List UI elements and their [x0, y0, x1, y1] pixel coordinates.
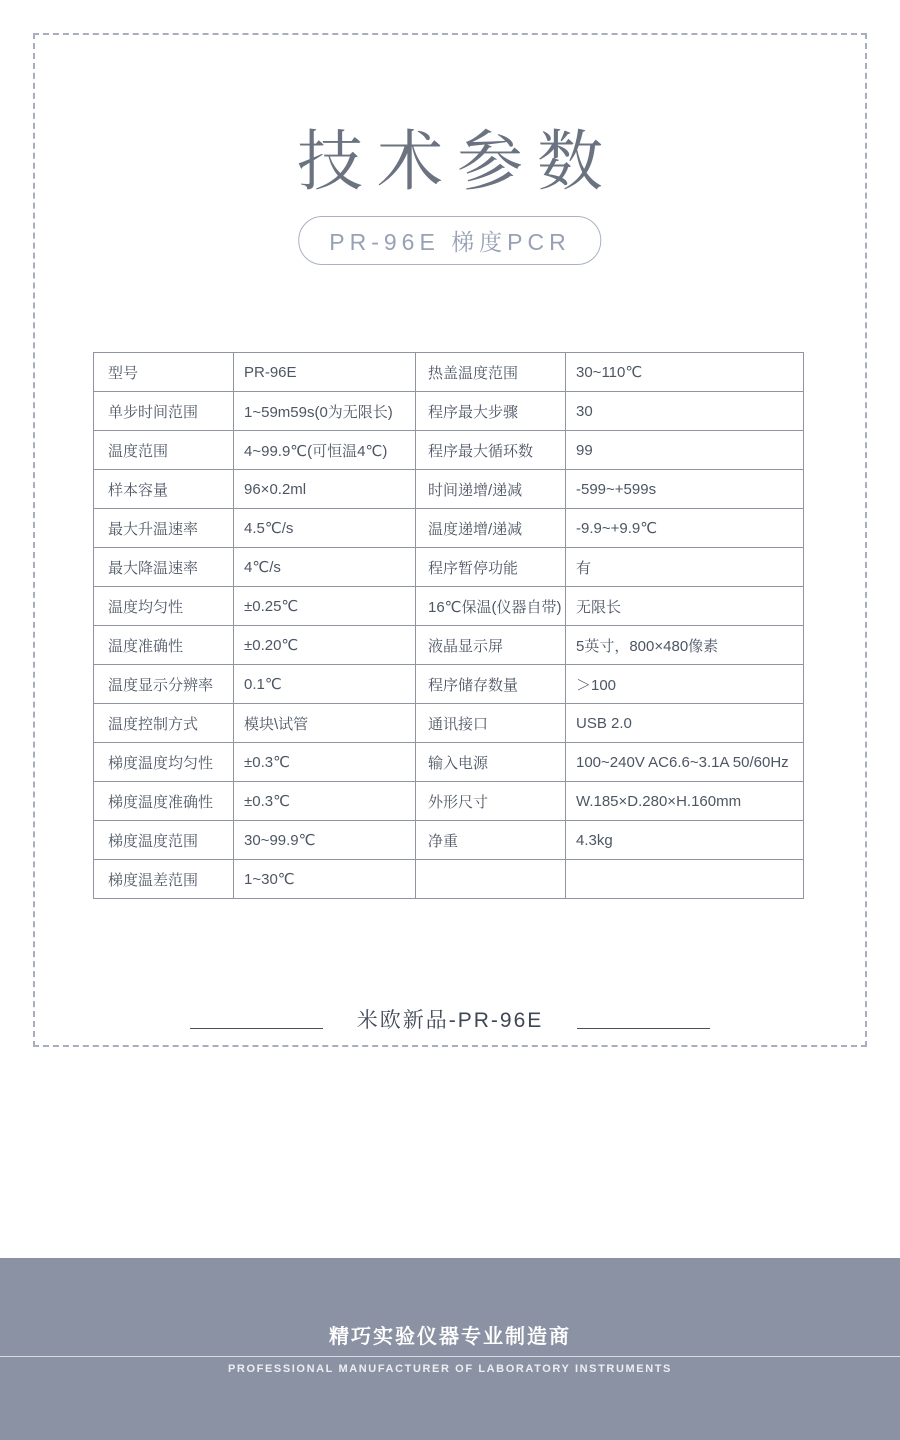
model-badge: PR-96E 梯度PCR: [298, 216, 601, 265]
spec-value: 30: [566, 392, 804, 431]
spec-value: USB 2.0: [566, 704, 804, 743]
spec-label: 输入电源: [416, 743, 566, 782]
spec-value: -9.9~+9.9℃: [566, 509, 804, 548]
spec-label: 通讯接口: [416, 704, 566, 743]
spec-value: 有: [566, 548, 804, 587]
table-row: [94, 704, 804, 743]
spec-value: 5英寸，800×480像素: [566, 626, 804, 665]
spec-label: 外形尺寸: [416, 782, 566, 821]
spec-label: 温度控制方式: [94, 704, 234, 743]
table-row: [94, 782, 804, 821]
spec-value: 30~110℃: [566, 353, 804, 392]
caption-text: 米欧新品-PR-96E: [356, 1009, 544, 1032]
spec-value: ±0.20℃: [234, 626, 416, 665]
table-row: [94, 548, 804, 587]
footer-divider-line: [0, 1356, 900, 1357]
spec-value: PR-96E: [234, 353, 416, 392]
table-row: [94, 431, 804, 470]
footer: [0, 1258, 900, 1440]
footer-slogan-cn: 精巧实验仪器专业制造商: [329, 1326, 571, 1348]
table-row: [94, 665, 804, 704]
spec-label: 热盖温度范围: [416, 353, 566, 392]
spec-value: 1~59m59s(0为无限长): [234, 392, 416, 431]
spec-value: 4~99.9℃(可恒温4℃): [234, 431, 416, 470]
spec-value: 无限长: [566, 587, 804, 626]
table-row: [94, 587, 804, 626]
spec-value: 0.1℃: [234, 665, 416, 704]
spec-value: [566, 860, 804, 899]
spec-label: 程序最大步骤: [416, 392, 566, 431]
spec-value: 4℃/s: [234, 548, 416, 587]
spec-value: ±0.3℃: [234, 782, 416, 821]
spec-label: 时间递增/递减: [416, 470, 566, 509]
spec-label: 程序储存数量: [416, 665, 566, 704]
spec-label: 温度均匀性: [94, 587, 234, 626]
spec-value: 99: [566, 431, 804, 470]
spec-label: 温度范围: [94, 431, 234, 470]
spec-label: [416, 860, 566, 899]
spec-value: 100~240V AC6.6~3.1A 50/60Hz: [566, 743, 804, 782]
spec-table-body: [94, 353, 804, 899]
footer-slogan-en: PROFESSIONAL MANUFACTURER OF LABORATORY INSTRUMENTS: [228, 1363, 672, 1375]
page-title: 技术参数: [297, 124, 617, 198]
table-row: [94, 353, 804, 392]
spec-label: 净重: [416, 821, 566, 860]
spec-label: 样本容量: [94, 470, 234, 509]
spec-label: 最大降温速率: [94, 548, 234, 587]
table-row: [94, 509, 804, 548]
spec-value: ＞100: [566, 665, 804, 704]
spec-label: 16℃保温(仪器自带): [416, 587, 566, 626]
spec-label: 温度显示分辨率: [94, 665, 234, 704]
table-row: [94, 626, 804, 665]
spec-label: 温度递增/递减: [416, 509, 566, 548]
spec-value: 96×0.2ml: [234, 470, 416, 509]
spec-value: 1~30℃: [234, 860, 416, 899]
spec-label: 程序最大循环数: [416, 431, 566, 470]
spec-label: 最大升温速率: [94, 509, 234, 548]
table-row: [94, 743, 804, 782]
table-row: [94, 821, 804, 860]
table-row: [94, 470, 804, 509]
caption-line-left: [190, 1028, 323, 1029]
spec-value: ±0.3℃: [234, 743, 416, 782]
table-row: [94, 860, 804, 899]
spec-value: 4.3kg: [566, 821, 804, 860]
spec-label: 程序暂停功能: [416, 548, 566, 587]
table-row: [94, 392, 804, 431]
spec-table: [93, 352, 804, 899]
spec-label: 温度准确性: [94, 626, 234, 665]
spec-label: 梯度温度均匀性: [94, 743, 234, 782]
spec-value: 30~99.9℃: [234, 821, 416, 860]
caption-row: [0, 1004, 900, 1034]
spec-label: 型号: [94, 353, 234, 392]
spec-label: 梯度温度准确性: [94, 782, 234, 821]
caption-line-right: [577, 1028, 710, 1029]
spec-value: ±0.25℃: [234, 587, 416, 626]
spec-label: 单步时间范围: [94, 392, 234, 431]
spec-label: 梯度温度范围: [94, 821, 234, 860]
spec-value: W.185×D.280×H.160mm: [566, 782, 804, 821]
spec-label: 梯度温差范围: [94, 860, 234, 899]
spec-value: 4.5℃/s: [234, 509, 416, 548]
spec-label: 液晶显示屏: [416, 626, 566, 665]
spec-value: -599~+599s: [566, 470, 804, 509]
spec-value: 模块\试管: [234, 704, 416, 743]
